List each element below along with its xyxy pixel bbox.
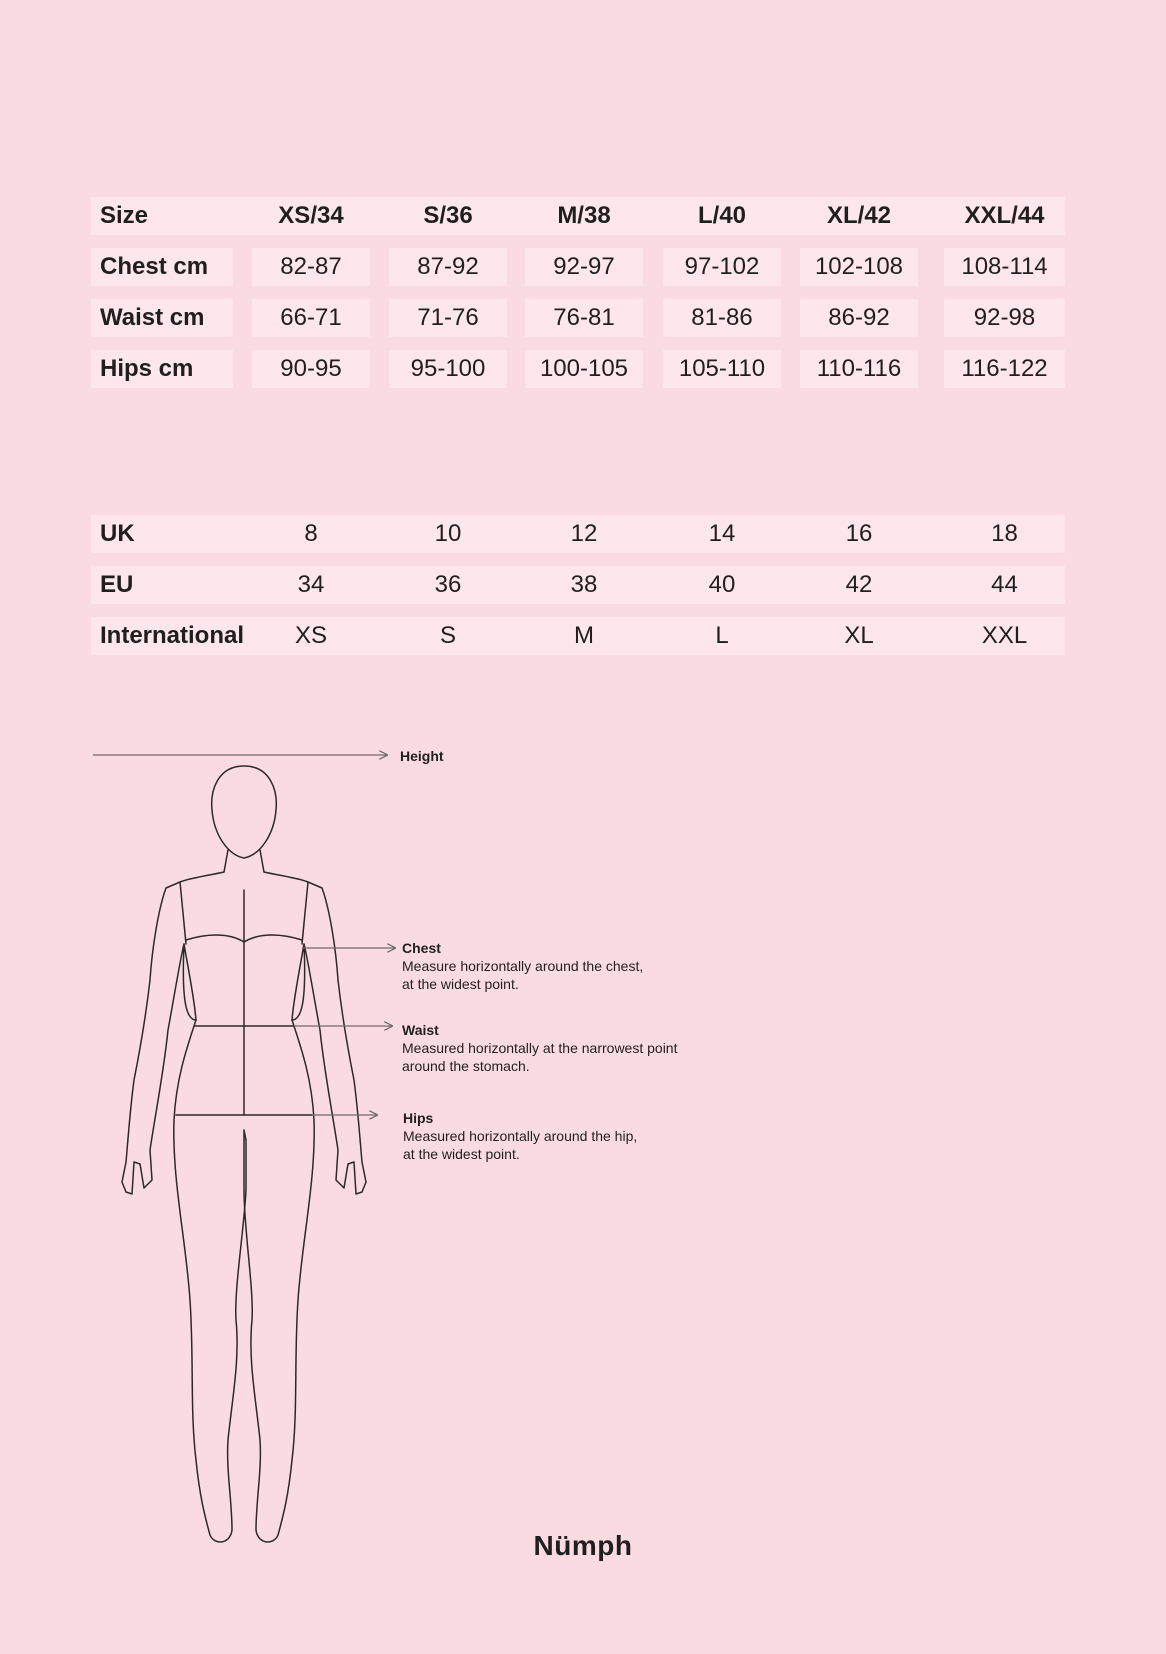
height-annotation — [400, 747, 444, 765]
hips-annotation — [403, 1109, 637, 1163]
brand-logo: Nümph — [533, 1530, 633, 1561]
table-cell: 38 — [570, 571, 598, 598]
table-cell: 42 — [845, 571, 873, 598]
row-label: Waist cm — [91, 299, 233, 337]
table-cell: 108-114 — [944, 248, 1065, 286]
table-cell: 82-87 — [252, 248, 370, 286]
chest-label: Chest — [402, 940, 441, 956]
table-cell: XS — [294, 622, 327, 649]
size-header-cell: XL/42 — [826, 202, 892, 229]
table-cell: 105-110 — [663, 350, 781, 388]
table-cell: 92-97 — [525, 248, 643, 286]
table-cell: 16 — [845, 520, 873, 547]
table-cell: 8 — [304, 520, 318, 547]
size-header-cell: S/36 — [423, 202, 473, 229]
table-cell: 18 — [991, 520, 1018, 547]
row-label: Hips cm — [91, 350, 233, 388]
table-cell: 40 — [708, 571, 736, 598]
table-cell: 95-100 — [389, 350, 507, 388]
table-cell: 12 — [570, 520, 598, 547]
table-cell: 116-122 — [944, 350, 1065, 388]
size-header-cell: XS/34 — [278, 202, 344, 229]
size-header-label: Size — [100, 202, 149, 229]
chest-description: Measure horizontally around the chest, at the widest point. — [402, 958, 644, 992]
table-cell: 102-108 — [800, 248, 918, 286]
size-header-cell: M/38 — [557, 202, 611, 229]
table-cell: 76-81 — [525, 299, 643, 337]
table-cell: 10 — [434, 520, 462, 547]
table-cell: S — [439, 622, 456, 649]
waist-description: Measured horizontally at the narrowest point around the stomach. — [402, 1040, 678, 1074]
table-cell: 90-95 — [252, 350, 370, 388]
height-label: Height — [400, 748, 444, 764]
body-outline — [122, 766, 366, 1542]
row-label: EU — [100, 571, 134, 598]
table-cell: 14 — [708, 520, 736, 547]
table-cell: 71-76 — [389, 299, 507, 337]
table-cell: XL — [844, 622, 874, 649]
row-label: UK — [100, 520, 135, 547]
table-cell: 44 — [991, 571, 1018, 598]
table-cell: XXL — [981, 622, 1028, 649]
table-cell: M — [574, 622, 594, 649]
head-outline — [212, 766, 277, 858]
table-cell: L — [715, 622, 729, 649]
size-header-cell: XXL/44 — [964, 202, 1045, 229]
waist-annotation — [402, 1021, 677, 1075]
neck-outline — [224, 850, 264, 872]
table-cell: 87-92 — [389, 248, 507, 286]
table-cell: 86-92 — [800, 299, 918, 337]
chest-annotation — [402, 939, 643, 993]
row-label: Chest cm — [91, 248, 233, 286]
table-cell: 110-116 — [800, 350, 918, 388]
table-cell: 97-102 — [663, 248, 781, 286]
table-cell: 36 — [434, 571, 462, 598]
size-header-cell: L/40 — [697, 202, 747, 229]
hips-description: Measured horizontally around the hip, at the widest point. — [403, 1128, 638, 1162]
row-label: International — [100, 622, 245, 649]
table-cell: 92-98 — [944, 299, 1065, 337]
table-cell: 100-105 — [525, 350, 643, 388]
inner-leg-outline — [244, 1130, 246, 1140]
table-cell: 66-71 — [252, 299, 370, 337]
hips-label: Hips — [403, 1110, 434, 1126]
table-cell: 34 — [297, 571, 325, 598]
waist-label: Waist — [402, 1022, 439, 1038]
table-cell: 81-86 — [663, 299, 781, 337]
